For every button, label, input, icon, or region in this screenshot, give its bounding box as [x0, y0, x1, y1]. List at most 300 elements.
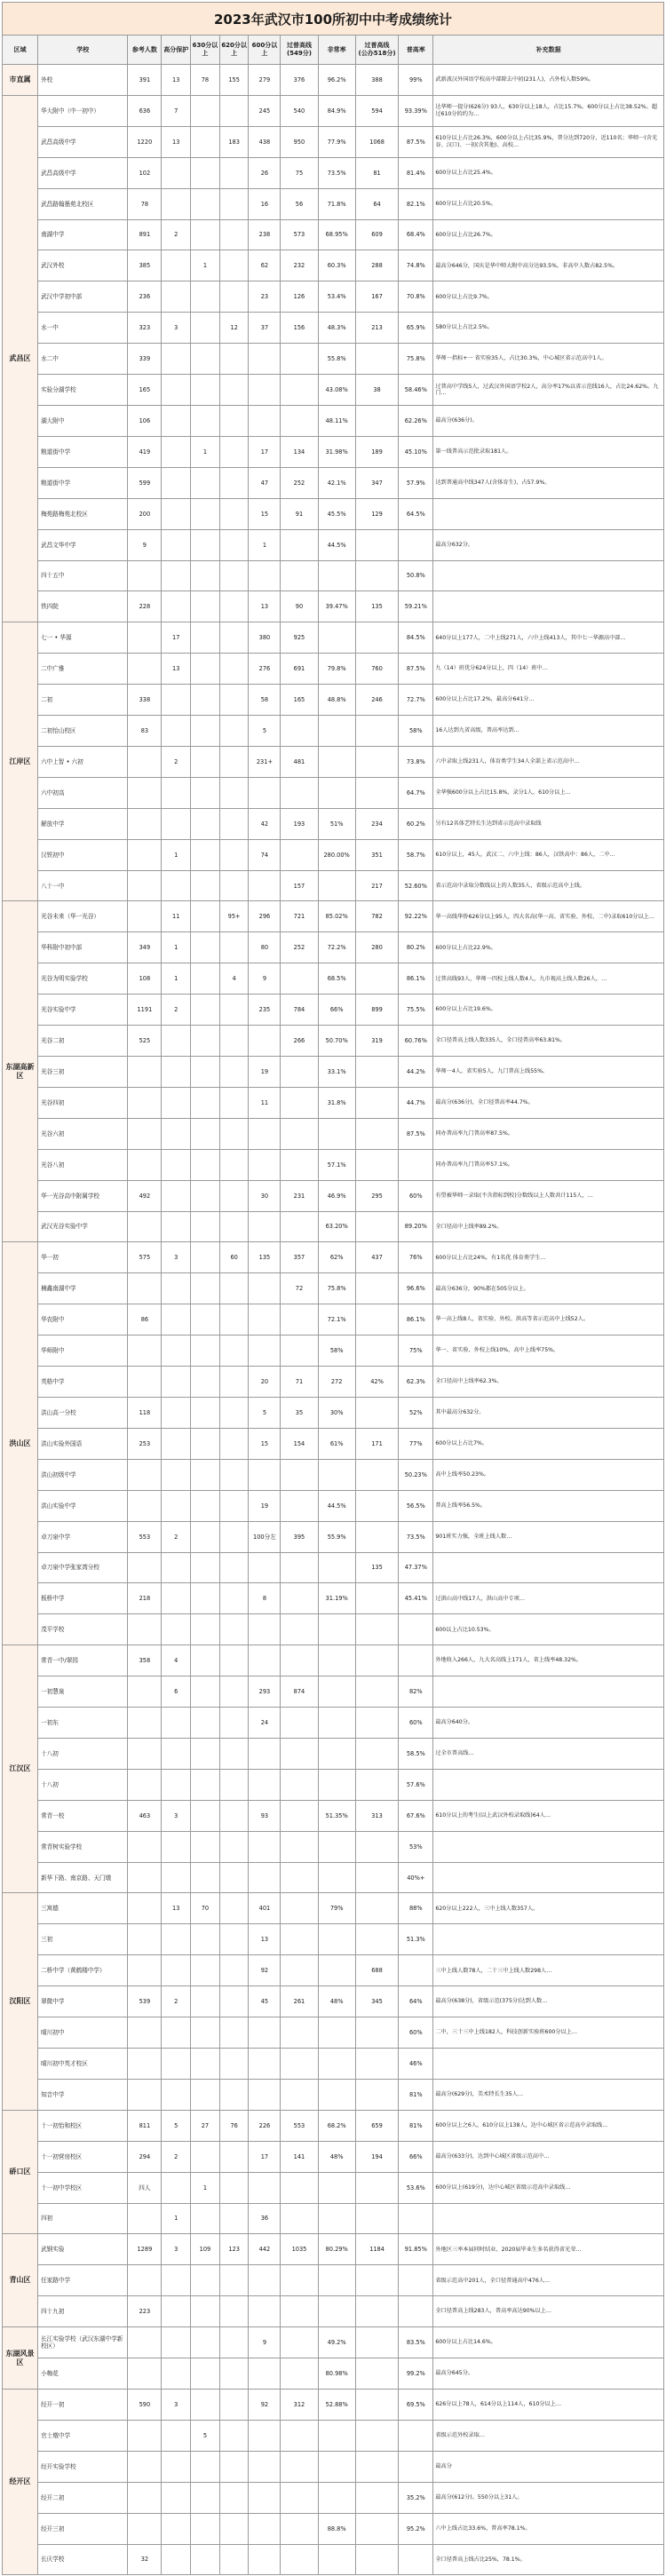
- protect-cell: [162, 808, 191, 839]
- score620-cell: [219, 1428, 249, 1459]
- report-title: 2023年武汉市100所初中中考成绩统计: [2, 2, 664, 35]
- score620-cell: [219, 1645, 249, 1676]
- school-name-cell: 洪山实验外国语: [38, 1428, 128, 1459]
- rate549-cell: [318, 1955, 355, 1986]
- score600-cell: 8: [249, 1583, 281, 1614]
- notes-cell: 620分以上222人，三中上线人数357人。: [433, 1893, 664, 1924]
- notes-cell: 过洪山高中线17人，洪山高中专项…: [433, 1583, 664, 1614]
- table-row: [3, 932, 664, 963]
- notes-cell: 最高分(636分)。: [433, 405, 664, 436]
- score630-cell: [191, 375, 220, 406]
- pass518-cell: [355, 2049, 399, 2080]
- score630-cell: [191, 2265, 220, 2296]
- pass549-cell: [281, 1211, 318, 1242]
- pass549-cell: [281, 2420, 318, 2451]
- score620-cell: [219, 1273, 249, 1304]
- protect-cell: 13: [162, 654, 191, 685]
- pass549-cell: [281, 2017, 318, 2049]
- score630-cell: [191, 2389, 220, 2420]
- pass518-cell: 42%: [355, 1367, 399, 1398]
- score600-cell: 92: [249, 2389, 281, 2420]
- rate518-cell: 72.7%: [399, 685, 433, 716]
- protect-cell: [162, 2544, 191, 2575]
- count-cell: [128, 1490, 162, 1521]
- school-name-cell: 二桥中学（黄鹤楼中学）: [38, 1955, 128, 1986]
- pass518-cell: 129: [355, 498, 399, 529]
- count-cell: [128, 1118, 162, 1149]
- pass549-cell: [281, 2049, 318, 2080]
- rate549-cell: [318, 1831, 355, 1862]
- count-cell: [128, 2049, 162, 2080]
- score630-cell: [191, 1397, 220, 1428]
- protect-cell: 11: [162, 901, 191, 932]
- pass549-cell: [281, 2203, 318, 2234]
- score630-cell: [191, 188, 220, 219]
- protect-cell: [162, 716, 191, 747]
- rate518-cell: 92.22%: [399, 901, 433, 932]
- rate549-cell: 48.11%: [318, 405, 355, 436]
- table-row: [3, 1211, 664, 1242]
- score630-cell: [191, 344, 220, 375]
- protect-cell: [162, 250, 191, 281]
- score620-cell: [219, 529, 249, 560]
- pass549-cell: [281, 1459, 318, 1490]
- table-row: [3, 963, 664, 995]
- score600-cell: 380: [249, 622, 281, 654]
- score620-cell: [219, 2172, 249, 2203]
- rate518-cell: 44.7%: [399, 1087, 433, 1118]
- table-row: [3, 126, 664, 157]
- score620-cell: [219, 375, 249, 406]
- school-name-cell: 光谷未来（华一光谷）: [38, 901, 128, 932]
- count-cell: [128, 2079, 162, 2110]
- rate549-cell: [318, 746, 355, 777]
- table-row: [3, 746, 664, 777]
- table-row: [3, 839, 664, 870]
- protect-cell: [162, 1614, 191, 1645]
- pass549-cell: 90: [281, 591, 318, 622]
- rate549-cell: 79%: [318, 1893, 355, 1924]
- protect-cell: [162, 2358, 191, 2390]
- school-name-cell: 梅苑路梅苑北校区: [38, 498, 128, 529]
- rate549-cell: 43.08%: [318, 375, 355, 406]
- score600-cell: [249, 1273, 281, 1304]
- pass518-cell: [355, 2544, 399, 2575]
- table-row: [3, 654, 664, 685]
- school-name-cell: 光谷八初: [38, 1149, 128, 1180]
- rate518-cell: 87.5%: [399, 1118, 433, 1149]
- protect-cell: 13: [162, 1893, 191, 1924]
- count-cell: 891: [128, 219, 162, 250]
- rate549-cell: [318, 2172, 355, 2203]
- score630-cell: [191, 1087, 220, 1118]
- score600-cell: 5: [249, 1397, 281, 1428]
- pass518-cell: 288: [355, 250, 399, 281]
- score630-cell: [191, 1738, 220, 1769]
- district-cell: 东湖风景区: [3, 2327, 38, 2390]
- table-row: [3, 1087, 664, 1118]
- protect-cell: [162, 1304, 191, 1336]
- score620-cell: [219, 1026, 249, 1057]
- score620-cell: [219, 1583, 249, 1614]
- score620-cell: [219, 1367, 249, 1398]
- col-header-pass-518: 过普高线 (公办518分): [355, 36, 399, 65]
- pass549-cell: [281, 1304, 318, 1336]
- pass549-cell: 481: [281, 746, 318, 777]
- rate518-cell: 46%: [399, 2049, 433, 2080]
- rate518-cell: 69.5%: [399, 2389, 433, 2420]
- score620-cell: [219, 219, 249, 250]
- pass518-cell: [355, 1769, 399, 1800]
- pass518-cell: [355, 1862, 399, 1893]
- district-cell: 洪山区: [3, 1242, 38, 1645]
- table-row: [3, 1149, 664, 1180]
- protect-cell: 6: [162, 1676, 191, 1708]
- score600-cell: 235: [249, 995, 281, 1026]
- count-cell: 223: [128, 2296, 162, 2327]
- rate549-cell: 68.95%: [318, 219, 355, 250]
- pass518-cell: 899: [355, 995, 399, 1026]
- protect-cell: [162, 1428, 191, 1459]
- score600-cell: [249, 1645, 281, 1676]
- rate549-cell: 31.98%: [318, 436, 355, 467]
- rate518-cell: 50.8%: [399, 560, 433, 591]
- table-row: [3, 467, 664, 498]
- score600-cell: 100分左: [249, 1521, 281, 1552]
- score600-cell: 74: [249, 839, 281, 870]
- rate549-cell: [318, 2017, 355, 2049]
- rate549-cell: [318, 2451, 355, 2482]
- protect-cell: 3: [162, 1242, 191, 1273]
- rate549-cell: 79.8%: [318, 654, 355, 685]
- table-row: [3, 1614, 664, 1645]
- table-row: [3, 1118, 664, 1149]
- table-row: [3, 344, 664, 375]
- count-cell: [128, 2017, 162, 2049]
- score630-cell: [191, 777, 220, 808]
- score600-cell: 279: [249, 65, 281, 96]
- pass518-cell: 388: [355, 65, 399, 96]
- school-name-cell: 粮道街中学: [38, 467, 128, 498]
- rate549-cell: 96.2%: [318, 65, 355, 96]
- rate518-cell: 75.5%: [399, 995, 433, 1026]
- school-name-cell: 粮道街中学: [38, 436, 128, 467]
- rate549-cell: 72.2%: [318, 932, 355, 963]
- rate549-cell: 55.9%: [318, 1521, 355, 1552]
- notes-cell: 全口径普高上线占比25%，78.1%。: [433, 2544, 664, 2575]
- rate518-cell: 86.1%: [399, 1304, 433, 1336]
- score620-cell: [219, 1057, 249, 1088]
- rate549-cell: 272: [318, 1367, 355, 1398]
- protect-cell: 3: [162, 2234, 191, 2265]
- score600-cell: 9: [249, 963, 281, 995]
- notes-cell: 全口径高中上线率89.2%。: [433, 1211, 664, 1242]
- rate518-cell: 75%: [399, 1336, 433, 1367]
- score600-cell: 37: [249, 313, 281, 344]
- pass549-cell: [281, 2358, 318, 2390]
- score620-cell: 4: [219, 963, 249, 995]
- pass518-cell: [355, 1583, 399, 1614]
- table-row: [3, 685, 664, 716]
- score630-cell: [191, 95, 220, 126]
- notes-cell: 外地区三率本届同时结业、2020届毕业生多名获得省光荣…: [433, 2234, 664, 2265]
- score620-cell: [219, 1087, 249, 1118]
- count-cell: [128, 777, 162, 808]
- count-cell: [128, 2513, 162, 2544]
- table-row: [3, 1397, 664, 1428]
- rate549-cell: 49.2%: [318, 2327, 355, 2358]
- count-cell: 102: [128, 157, 162, 188]
- notes-cell: 过全市普高线…: [433, 1738, 664, 1769]
- table-row: [3, 95, 664, 126]
- pass518-cell: [355, 1459, 399, 1490]
- school-name-cell: 铁四院: [38, 591, 128, 622]
- rate518-cell: 45.41%: [399, 1583, 433, 1614]
- district-cell: 经开区: [3, 2389, 38, 2574]
- notes-cell: 过普高线93人，华师一四校上线人数4人，九市视高上线人数26人，…: [433, 963, 664, 995]
- rate518-cell: 50.23%: [399, 1459, 433, 1490]
- score600-cell: 11: [249, 1087, 281, 1118]
- notes-cell: 600分以上占比24%，有1名优 体育类学生…: [433, 1242, 664, 1273]
- score600-cell: [249, 2451, 281, 2482]
- score600-cell: [249, 2017, 281, 2049]
- school-name-cell: 武昌路翰墨苑北校区: [38, 188, 128, 219]
- pass549-cell: 91: [281, 498, 318, 529]
- protect-cell: 2: [162, 1521, 191, 1552]
- table-row: [3, 2110, 664, 2141]
- score620-cell: [219, 2265, 249, 2296]
- score600-cell: 23: [249, 281, 281, 313]
- protect-cell: [162, 1708, 191, 1739]
- protect-cell: [162, 436, 191, 467]
- score600-cell: 17: [249, 2141, 281, 2172]
- pass518-cell: [355, 2327, 399, 2358]
- notes-cell: 二中，三十三中上线182人，科技创新实验班600分以上…: [433, 2017, 664, 2049]
- score600-cell: [249, 777, 281, 808]
- rate518-cell: 74.8%: [399, 250, 433, 281]
- score630-cell: [191, 2079, 220, 2110]
- school-name-cell: 光谷实验中学: [38, 995, 128, 1026]
- count-cell: 9: [128, 529, 162, 560]
- score620-cell: [219, 1118, 249, 1149]
- school-name-cell: 武昌高级中学: [38, 126, 128, 157]
- rate518-cell: 60.76%: [399, 1026, 433, 1057]
- rate518-cell: 58.5%: [399, 1738, 433, 1769]
- score620-cell: [219, 685, 249, 716]
- score620-cell: [219, 839, 249, 870]
- pass518-cell: 189: [355, 436, 399, 467]
- table-row: [3, 2234, 664, 2265]
- rate549-cell: [318, 1862, 355, 1893]
- score600-cell: 93: [249, 1800, 281, 1831]
- rate549-cell: 31.19%: [318, 1583, 355, 1614]
- pass549-cell: [281, 375, 318, 406]
- pass549-cell: 266: [281, 1026, 318, 1057]
- count-cell: [128, 808, 162, 839]
- score600-cell: [249, 1304, 281, 1336]
- score620-cell: [219, 716, 249, 747]
- score600-cell: [249, 1614, 281, 1645]
- score630-cell: [191, 1118, 220, 1149]
- school-name-cell: 楠鑫南湖中学: [38, 1273, 128, 1304]
- score630-cell: [191, 963, 220, 995]
- score600-cell: 1: [249, 529, 281, 560]
- count-cell: [128, 1336, 162, 1367]
- col-header-600: 600分以上: [249, 36, 281, 65]
- pass518-cell: [355, 1490, 399, 1521]
- pass549-cell: [281, 1149, 318, 1180]
- score630-cell: [191, 995, 220, 1026]
- notes-cell: 600分以上占比9.7%。: [433, 281, 664, 313]
- school-name-cell: 华农附中: [38, 1304, 128, 1336]
- count-cell: 323: [128, 313, 162, 344]
- rate518-cell: 81.4%: [399, 157, 433, 188]
- district-cell: 硚口区: [3, 2110, 38, 2234]
- pass549-cell: 312: [281, 2389, 318, 2420]
- school-name-cell: 板桥中学: [38, 1583, 128, 1614]
- pass549-cell: 231: [281, 1180, 318, 1211]
- score630-cell: [191, 932, 220, 963]
- table-row: [3, 622, 664, 654]
- table-row: [3, 2544, 664, 2575]
- rate518-cell: 52.60%: [399, 870, 433, 901]
- score630-cell: [191, 2296, 220, 2327]
- protect-cell: 2: [162, 1986, 191, 2017]
- notes-cell: 最高分636分，90%都在505分以上。: [433, 1273, 664, 1304]
- pass518-cell: [355, 1893, 399, 1924]
- count-cell: [128, 2482, 162, 2513]
- score620-cell: [219, 932, 249, 963]
- rate549-cell: 44.5%: [318, 1490, 355, 1521]
- protect-cell: [162, 1087, 191, 1118]
- score630-cell: [191, 281, 220, 313]
- protect-cell: [162, 2265, 191, 2296]
- protect-cell: [162, 685, 191, 716]
- score620-cell: [219, 436, 249, 467]
- score620-cell: [219, 808, 249, 839]
- score630-cell: [191, 1583, 220, 1614]
- score600-cell: 42: [249, 808, 281, 839]
- table-row: [3, 777, 664, 808]
- protect-cell: [162, 591, 191, 622]
- pass518-cell: [355, 2513, 399, 2544]
- notes-cell: 其中最高分632分。: [433, 1397, 664, 1428]
- pass518-cell: 313: [355, 1800, 399, 1831]
- rate549-cell: 51%: [318, 808, 355, 839]
- pass549-cell: [281, 1862, 318, 1893]
- count-cell: 83: [128, 716, 162, 747]
- rate518-cell: 65.9%: [399, 313, 433, 344]
- score600-cell: 438: [249, 126, 281, 157]
- col-header-protect: 高分保护: [162, 36, 191, 65]
- score600-cell: [249, 2482, 281, 2513]
- pass518-cell: [355, 1149, 399, 1180]
- school-name-cell: 华科附中初中部: [38, 932, 128, 963]
- score600-cell: [249, 2358, 281, 2390]
- notes-cell: 最高分: [433, 2451, 664, 2482]
- protect-cell: [162, 344, 191, 375]
- pass518-cell: [355, 2172, 399, 2203]
- score630-cell: [191, 746, 220, 777]
- score620-cell: [219, 2420, 249, 2451]
- table-row: [3, 1955, 664, 1986]
- count-cell: 553: [128, 1521, 162, 1552]
- score630-cell: [191, 2049, 220, 2080]
- table-row: [3, 2451, 664, 2482]
- school-name-cell: 二中广雅: [38, 654, 128, 685]
- score600-cell: [249, 1149, 281, 1180]
- rate518-cell: 64.7%: [399, 777, 433, 808]
- notes-cell: 600分以上占比19.6%。: [433, 995, 664, 1026]
- pass518-cell: 246: [355, 685, 399, 716]
- school-name-cell: 长庆学校: [38, 2544, 128, 2575]
- table-row: [3, 1304, 664, 1336]
- score600-cell: [249, 1738, 281, 1769]
- protect-cell: [162, 2482, 191, 2513]
- score600-cell: [249, 1459, 281, 1490]
- school-name-cell: 武昌高级中学: [38, 157, 128, 188]
- school-name-cell: 常青一中/翠园: [38, 1645, 128, 1676]
- pass549-cell: [281, 1118, 318, 1149]
- school-name-cell: 经开一初: [38, 2389, 128, 2420]
- count-cell: 419: [128, 436, 162, 467]
- school-name-cell: 武钢实验: [38, 2234, 128, 2265]
- notes-cell: 三中上线人数78人，二十三中上线人数298人…: [433, 1955, 664, 1986]
- score620-cell: [219, 1862, 249, 1893]
- notes-cell: 16人达到九省高级，普高率达到…: [433, 716, 664, 747]
- score630-cell: [191, 1986, 220, 2017]
- school-name-cell: 华一光谷高中附属学校: [38, 1180, 128, 1211]
- protect-cell: [162, 1738, 191, 1769]
- rate518-cell: 91.85%: [399, 2234, 433, 2265]
- school-name-cell: 光谷六初: [38, 1118, 128, 1149]
- protect-cell: [162, 1336, 191, 1367]
- protect-cell: 3: [162, 313, 191, 344]
- score620-cell: [219, 2358, 249, 2390]
- rate549-cell: [318, 1924, 355, 1955]
- rate518-cell: [399, 2544, 433, 2575]
- count-cell: 106: [128, 405, 162, 436]
- pass549-cell: 126: [281, 281, 318, 313]
- notes-cell: 最高分(629分)，美术特长生35人…: [433, 2079, 664, 2110]
- rate549-cell: 48.8%: [318, 685, 355, 716]
- count-cell: [128, 2358, 162, 2390]
- pass518-cell: 760: [355, 654, 399, 685]
- count-cell: 165: [128, 375, 162, 406]
- score600-cell: 26: [249, 157, 281, 188]
- pass518-cell: [355, 1521, 399, 1552]
- score620-cell: [219, 1986, 249, 2017]
- rate549-cell: [318, 1614, 355, 1645]
- rate518-cell: [399, 2203, 433, 2234]
- pass549-cell: [281, 1893, 318, 1924]
- pass518-cell: 234: [355, 808, 399, 839]
- score600-cell: 47: [249, 467, 281, 498]
- pass518-cell: [355, 344, 399, 375]
- protect-cell: 1: [162, 963, 191, 995]
- pass549-cell: [281, 2079, 318, 2110]
- notes-cell: 最高分(633分)，达到中心城区省级示范高中…: [433, 2141, 664, 2172]
- table-row: [3, 1521, 664, 1552]
- pass518-cell: [355, 1211, 399, 1242]
- notes-cell: [433, 560, 664, 591]
- col-header-district: 区域: [3, 36, 38, 65]
- count-cell: [128, 746, 162, 777]
- rate518-cell: 53.6%: [399, 2172, 433, 2203]
- col-header-notes: 补充数据: [433, 36, 664, 65]
- notes-cell: [433, 2203, 664, 2234]
- school-name-cell: 六中上智 • 六初: [38, 746, 128, 777]
